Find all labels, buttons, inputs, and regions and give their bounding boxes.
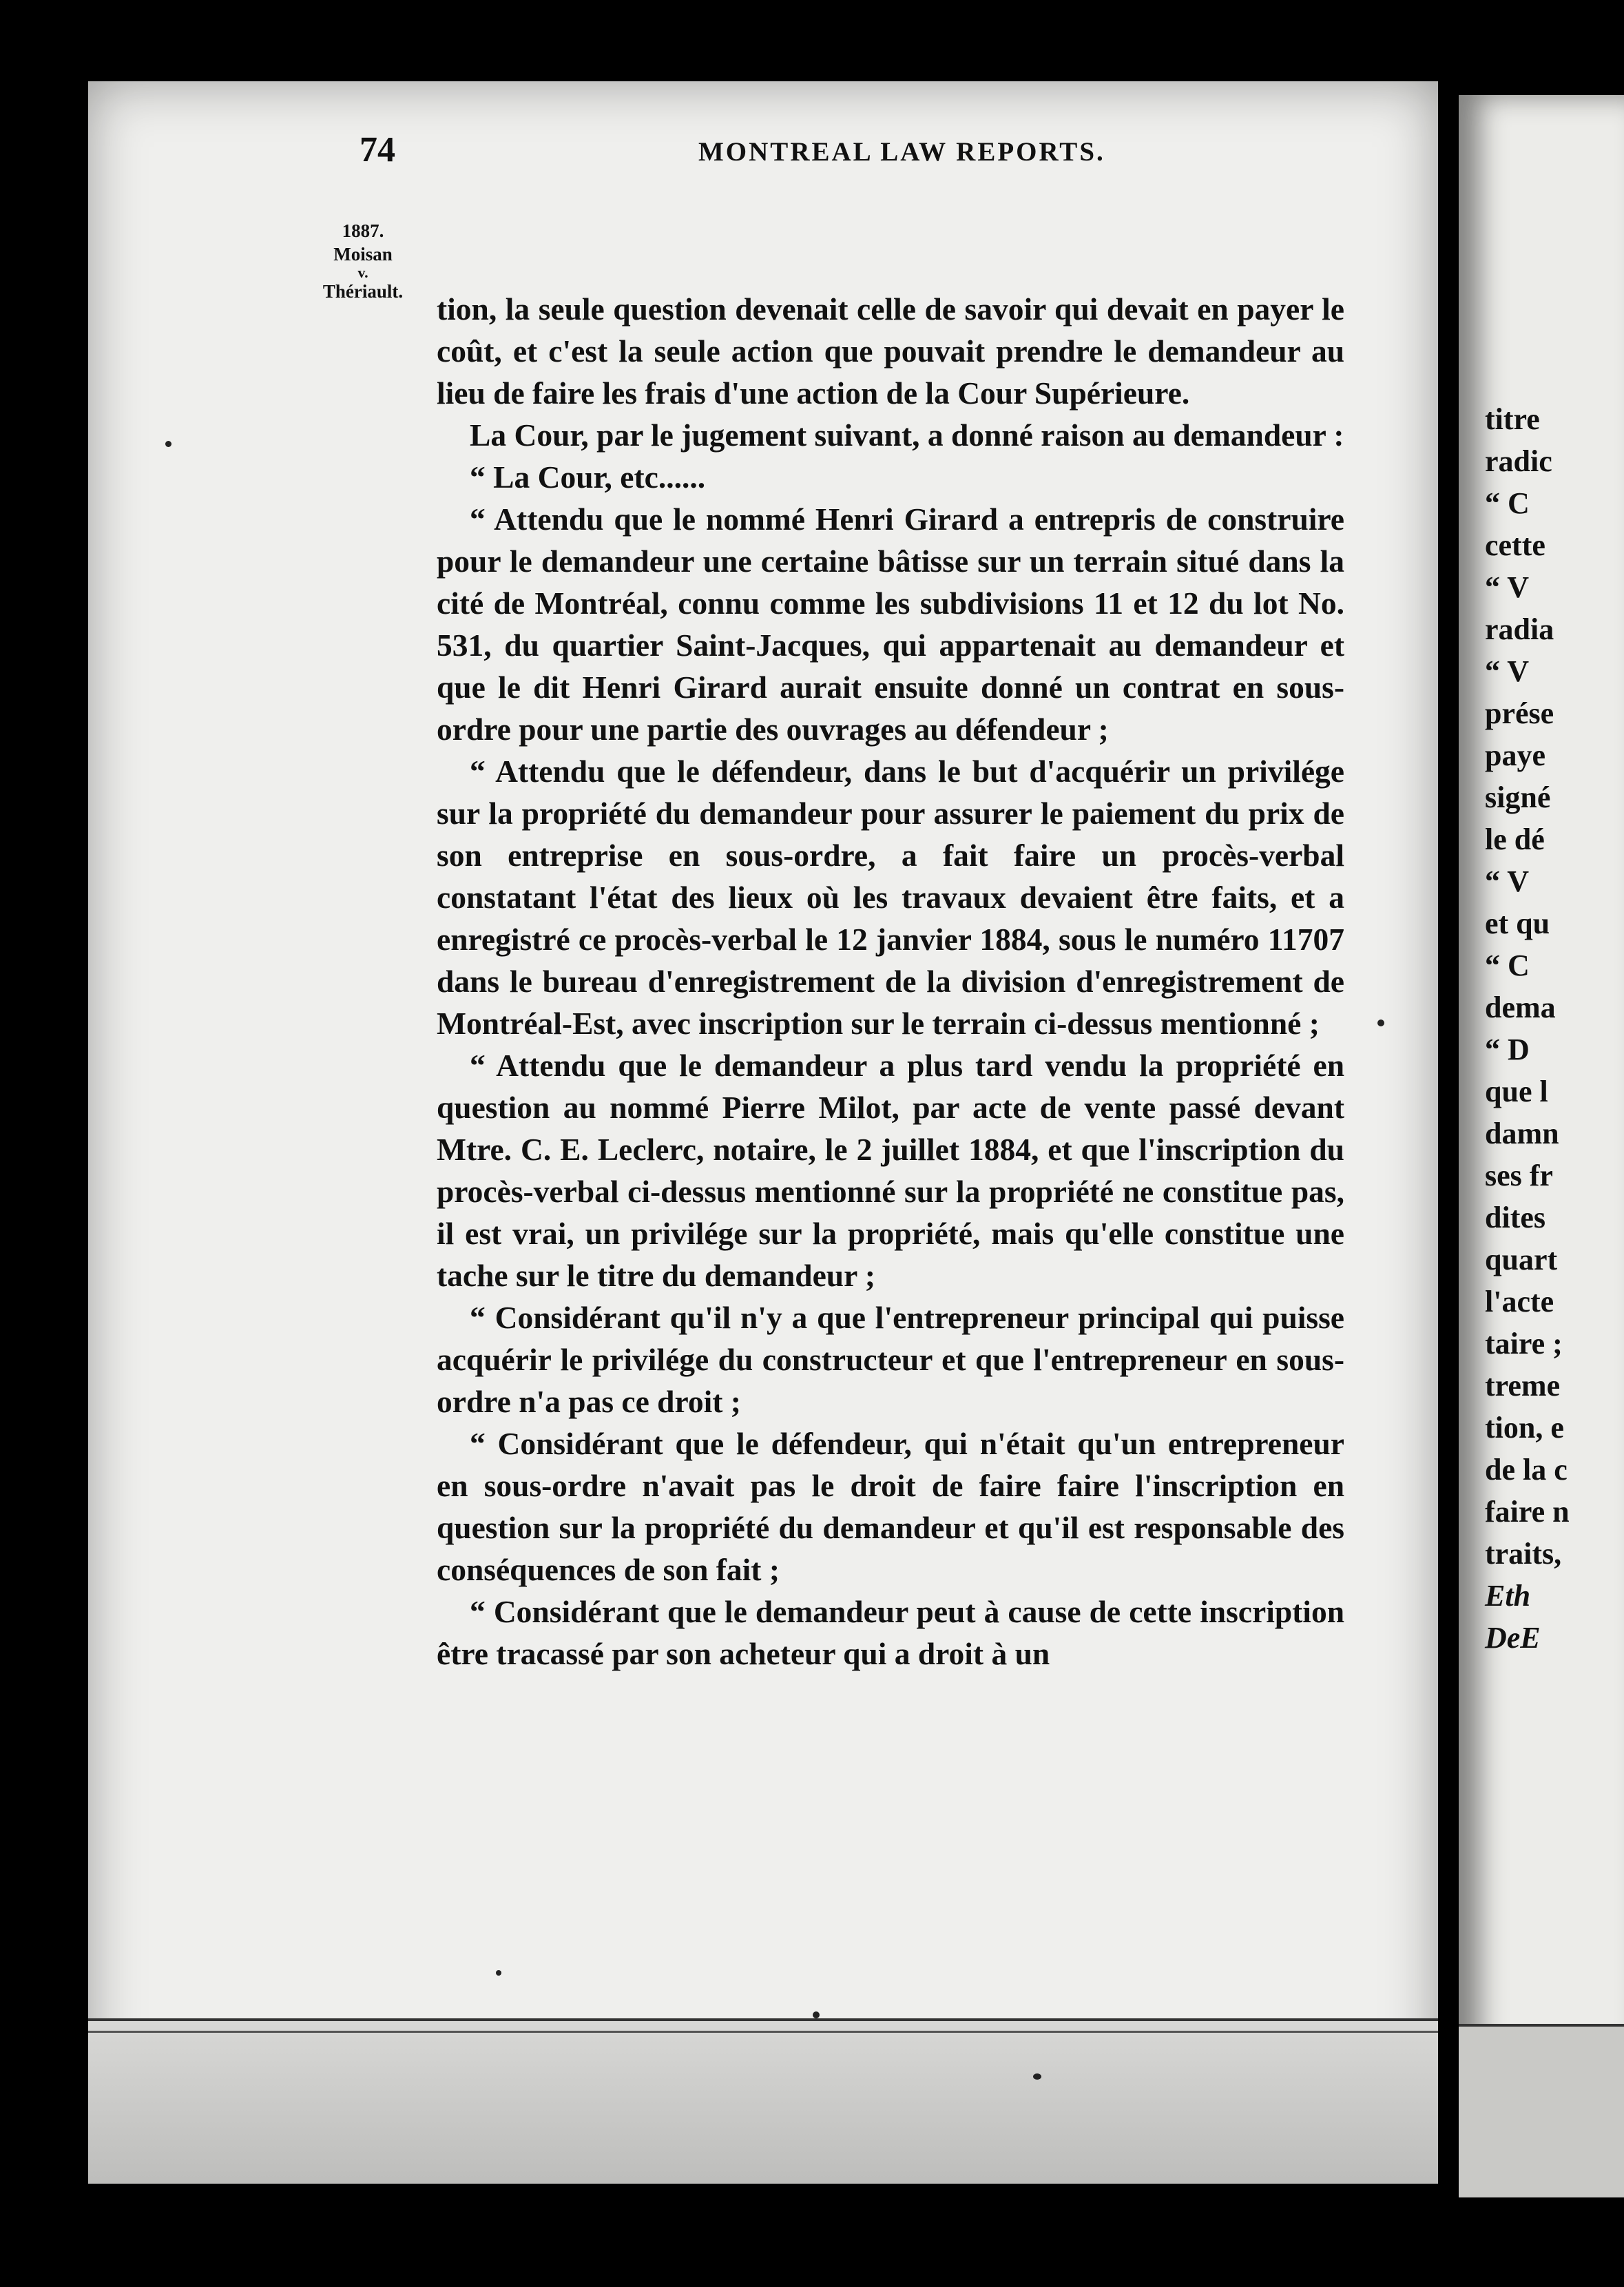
fragment-line: Eth — [1485, 1579, 1531, 1613]
fragment-line: ses fr — [1485, 1159, 1553, 1192]
fragment-line: l'acte — [1485, 1285, 1554, 1318]
fragment-line: taire ; — [1485, 1327, 1563, 1360]
paragraph: “ Considérant que le demandeur peut à cause de cette inscription être tracassé par son acheteur qui a droit à un — [437, 1594, 1344, 1671]
fragment-line: DeE — [1485, 1621, 1541, 1655]
margin-note-year: 1887. — [342, 220, 384, 241]
margin-note-party2: Thériault. — [322, 281, 404, 302]
paragraph: “ Considérant qu'il n'y a que l'entrepreneur principal qui puisse acquérir le privilége du constructeur et que l'entrepreneur en sous-ordre n'a pas ce droit ; — [437, 1300, 1344, 1419]
fragment-line: tion, e — [1485, 1411, 1564, 1445]
fragment-line: de la c — [1485, 1453, 1568, 1487]
fragment-line: “ C — [1485, 949, 1530, 982]
page-bottom-band — [88, 2018, 1438, 2184]
fragment-line: radic — [1485, 444, 1552, 478]
page-header — [360, 130, 1344, 185]
paragraph: “ La Cour, etc...... — [470, 459, 706, 495]
right-page — [1459, 95, 1624, 2197]
right-page-bottom-band — [1459, 2024, 1624, 2197]
fragment-line: damn — [1485, 1117, 1559, 1150]
fragment-line: faire n — [1485, 1495, 1570, 1529]
fragment-line: dites — [1485, 1201, 1545, 1234]
ink-speck — [1033, 2073, 1041, 2080]
fragment-line: “ V — [1485, 654, 1529, 688]
fragment-line: prése — [1485, 696, 1554, 730]
paragraph: tion, la seule question devenait celle de savoir qui devait en payer le coût, et c'est la seule action que pouvait prendre le demandeur au lieu de faire les frais d'une action de la Cour Supérieure. — [437, 291, 1344, 411]
page-number: 74 — [360, 130, 395, 169]
paragraph: “ Considérant que le défendeur, qui n'était qu'un entrepreneur en sous-ordre n'avait pas le droit de faire faire l'inscription en question sur la propriété du demandeur et qu'il est responsable des conséquences de son fait ; — [437, 1426, 1344, 1587]
running-head: MONTREAL LAW REPORTS. — [698, 137, 1105, 167]
body-text — [437, 288, 1344, 1675]
margin-note-versus: v. — [357, 264, 368, 281]
paragraph: “ Attendu que le nommé Henri Girard a entrepris de construire pour le demandeur une certaine bâtisse sur un terrain situé dans la cité de Montréal, connu comme les subdivisions 11 et 12 du lot No. 531, du quartier Saint-Jacques, qui appartenait au demandeur et que le dit Henri Girard aurait ensuite donné un contrat en sous-ordre pour une partie des ouvrages au défendeur ; — [437, 501, 1344, 747]
paragraph: La Cour, par le jugement suivant, a donné raison au demandeur : — [470, 417, 1344, 453]
fragment-line: que l — [1485, 1075, 1548, 1108]
margin-note — [298, 219, 428, 303]
fragment-line: quart — [1485, 1243, 1558, 1276]
fragment-line: “ D — [1485, 1033, 1530, 1066]
paragraph: “ Attendu que le défendeur, dans le but d'acquérir un privilége sur la propriété du demandeur pour assurer le paiement du prix de son entreprise en sous-ordre, a fait faire un procès-verbal constatant l'état des lieux où les travaux devaient être faits, et a enregistré ce procès-verbal le 12 janvier 1884, sous le numéro 11707 dans le bureau d'enregistrement de la division d'enregistrement de Montréal-Est, avec inscription sur le terrain ci-dessus mentionné ; — [437, 754, 1344, 1041]
fragment-line: et qu — [1485, 907, 1550, 940]
fragment-line: dema — [1485, 991, 1556, 1024]
fragment-line: titre — [1485, 402, 1540, 436]
fragment-line: cette — [1485, 528, 1545, 562]
fragment-line: traits, — [1485, 1537, 1562, 1571]
ink-speck — [165, 441, 171, 447]
fragment-line: paye — [1485, 738, 1545, 772]
margin-note-party1: Moisan — [333, 244, 393, 265]
ink-speck — [496, 1970, 501, 1976]
right-page-fragments — [1485, 398, 1570, 1659]
fragment-line: le dé — [1485, 822, 1545, 856]
fragment-line: “ V — [1485, 865, 1529, 898]
fragment-line: treme — [1485, 1369, 1561, 1403]
ink-speck — [1377, 1020, 1384, 1026]
fragment-line: radia — [1485, 612, 1554, 646]
ink-speck — [813, 2011, 820, 2018]
fragment-line: “ C — [1485, 486, 1530, 520]
paragraph: “ Attendu que le demandeur a plus tard vendu la propriété en question au nommé Pierre Milot, par acte de vente passé devant Mtre. C. E. Leclerc, notaire, le 2 juillet 1884, et que l'inscription du procès-verbal ci-dessus mentionné sur la propriété ne constitue pas, il est vrai, un privilége sur la propriété, mais qu'elle constitue une tache sur le titre du demandeur ; — [437, 1048, 1344, 1293]
fragment-line: signé — [1485, 780, 1551, 814]
fragment-line: “ V — [1485, 570, 1529, 604]
